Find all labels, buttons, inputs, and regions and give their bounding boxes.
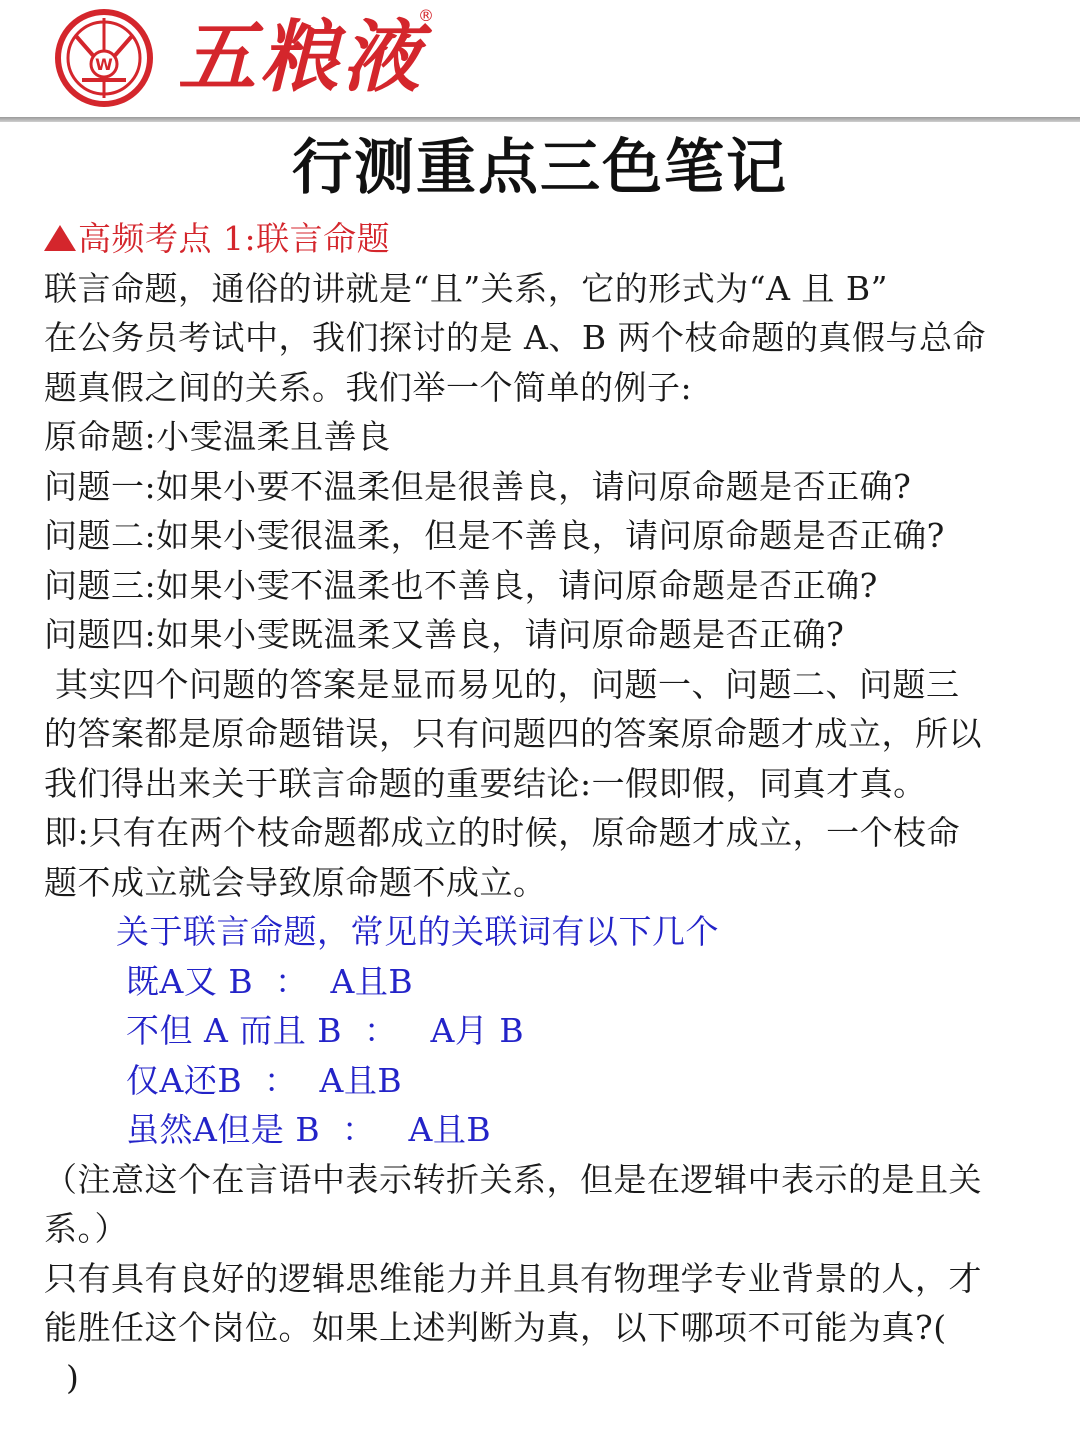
question-line: ) — [44, 1357, 80, 1397]
paragraph-line: 原命题:小雯温柔且善良 — [44, 417, 391, 456]
connective-item: 虽然A但是 B ： A且B — [126, 1110, 492, 1149]
paragraph-line: 在公务员考试中，我们探讨的是 A、B 两个枝命题的真假与总命 — [44, 318, 987, 357]
connective-item: 仅A还B ： A且B — [126, 1060, 403, 1100]
section-heading-row — [44, 214, 1044, 264]
paragraph-line: 即:只有在两个枝命题都成立的时候，原命题才成立，一个枝命 — [44, 813, 961, 852]
paragraph-line: 问题三:如果小雯不温柔也不善良，请问原命题是否正确? — [44, 565, 878, 605]
logo-letter: W — [95, 55, 113, 74]
section-heading: 高频考点 1:联言命题 — [78, 219, 391, 258]
document-title: 行测重点三色笔记 — [292, 133, 788, 203]
paragraph-line: 联言命题，通俗的讲就是“且”关系，它的形式为“A 且 B” — [44, 268, 889, 308]
connective-item: 既A又 B ： A且B — [126, 961, 414, 1001]
brand-name: 五粮液 — [178, 12, 425, 103]
paragraph-line: 题真假之间的关系。我们举一个简单的例子: — [44, 367, 693, 407]
page-header — [0, 0, 1080, 118]
document-body — [44, 214, 1044, 1402]
paragraph-line: 问题二:如果小雯很温柔，但是不善良，请问原命题是否正确? — [44, 516, 945, 555]
question-line: 只有具有良好的逻辑思维能力并且具有物理学专业背景的人，才 — [44, 1258, 982, 1298]
registered-mark: ® — [418, 6, 434, 25]
question-line: 能胜任这个岗位。如果上述判断为真，以下哪项不可能为真?( — [44, 1308, 947, 1347]
paragraph-line: 问题四:如果小雯既温柔又善良，请问原命题是否正确? — [44, 615, 845, 654]
paragraph-line: 我们得出来关于联言命题的重要结论:一假即假，同真才真。 — [44, 763, 927, 803]
paragraph-line: 题不成立就会导致原命题不成立。 — [44, 862, 547, 902]
wuliangye-logo-icon — [52, 6, 156, 110]
paragraph-line: 其实四个问题的答案是显而易见的，问题一、问题二、问题三 — [44, 664, 960, 704]
note-line: 系。） — [44, 1209, 128, 1248]
connectives-heading: 关于联言命题，常见的关联词有以下几个 — [116, 912, 719, 951]
connective-item: 不但 A 而且 B ： A月 B — [126, 1011, 525, 1050]
note-line: （注意这个在言语中表示转折关系，但是在逻辑中表示的是且关 — [44, 1159, 982, 1199]
paragraph-line: 问题一:如果小要不温柔但是很善良，请问原命题是否正确? — [44, 466, 912, 506]
paragraph-line: 的答案都是原命题错误，只有问题四的答案原命题才成立，所以 — [44, 714, 982, 753]
header-divider — [0, 117, 1080, 122]
red-triangle-icon — [44, 225, 76, 251]
